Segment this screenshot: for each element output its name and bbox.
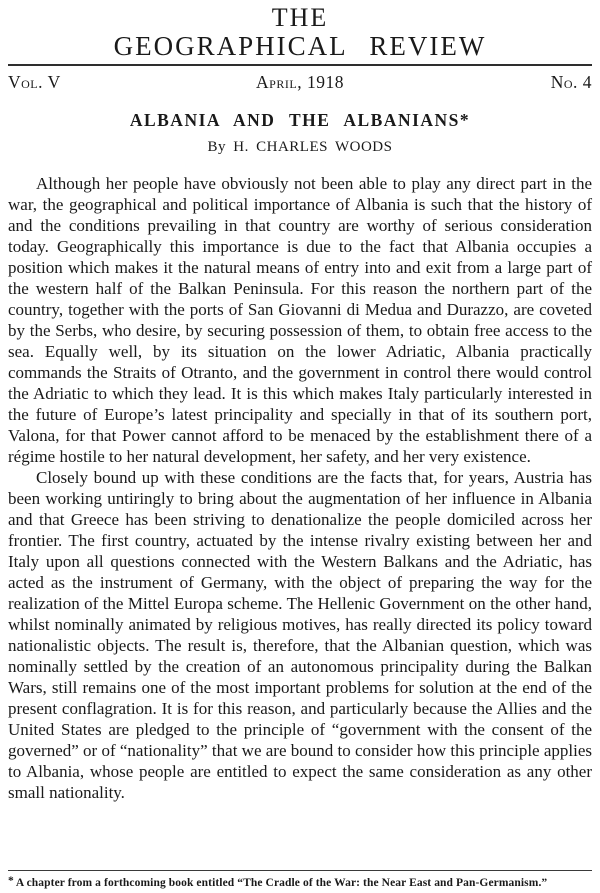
masthead-line2: GEOGRAPHICAL REVIEW xyxy=(113,31,487,61)
footnote xyxy=(8,874,592,890)
volume-label: Vol. V xyxy=(8,72,61,92)
masthead-rule xyxy=(8,64,592,66)
footnote-text: A chapter from a forthcoming book entitled “The Cradle of the War: the Near East and Pan-Germanism.” xyxy=(15,877,548,889)
issue-number: No. 4 xyxy=(550,72,592,92)
footnote-rule xyxy=(8,870,592,871)
article-title: ALBANIA AND THE ALBANIANS* xyxy=(129,110,471,130)
issue-date: April, 1918 xyxy=(256,72,344,92)
issue-info-row xyxy=(8,72,592,93)
footnote-section xyxy=(8,870,592,890)
masthead-line1: THE xyxy=(271,3,329,32)
footnote-marker: * xyxy=(8,875,14,887)
masthead xyxy=(8,4,592,66)
article-byline: By H. CHARLES WOODS xyxy=(207,139,393,155)
paragraph-2: Closely bound up with these conditions are the facts that, for years, Austria has been working untiringly to bring about the augmentation of her influence in Albania and that Greece has been striving to denationalize the people domiciled across her frontier. The first country, actuated by the intense rivalry existing between her and Italy upon all questions connected with the Western Balkans and the Adriatic, has acted as the instrument of Germany, with the object of preparing the way for the realization of the Mittel Europa scheme. The Hellenic Government on the other hand, whilst nominally animated by religious motives, has really directed its policy toward nationalistic objects. The result is, therefore, that the Albanian question, which was nominally settled by the creation of an autonomous principality during the Balkan Wars, still remains one of the most important problems for solution at the end of the present conflagration. It is for this reason, and particularly because the Allies and the United States are pledged to the principle of “government with the consent of the governed” or of “nationality” that we are bound to consider how this principle applies to Albania, whose people are entitled to expect the same consideration as any other small nationality. xyxy=(8,468,592,802)
article-body xyxy=(8,173,592,803)
paragraph-1: Although her people have obviously not been able to play any direct part in the war, the geographical and political importance of Albania is such that the history of and the conditions prevailing in that country are worthy of serious consideration today. Geographically this importance is due to the fact that Albania occupies a position which makes it the natural means of entry into and exit from a large part of the western half of the Balkan Peninsula. For this reason the northern part of the country, together with the ports of San Giovanni di Medua and Durazzo, are coveted by the Serbs, who desire, by securing possession of them, to obtain free access to the sea. Equally well, by its situation on the lower Adriatic, Albania practically commands the Straits of Otranto, and the government in control there would control the Adriatic to which they lead. It is this which makes Italy particularly interested in the future of Europe’s latest principality and specially in that of its southern port, Valona, for that Power cannot afford to be menaced by the establishment there of a régime hostile to her natural development, her safety, and her very existence. xyxy=(8,174,592,466)
